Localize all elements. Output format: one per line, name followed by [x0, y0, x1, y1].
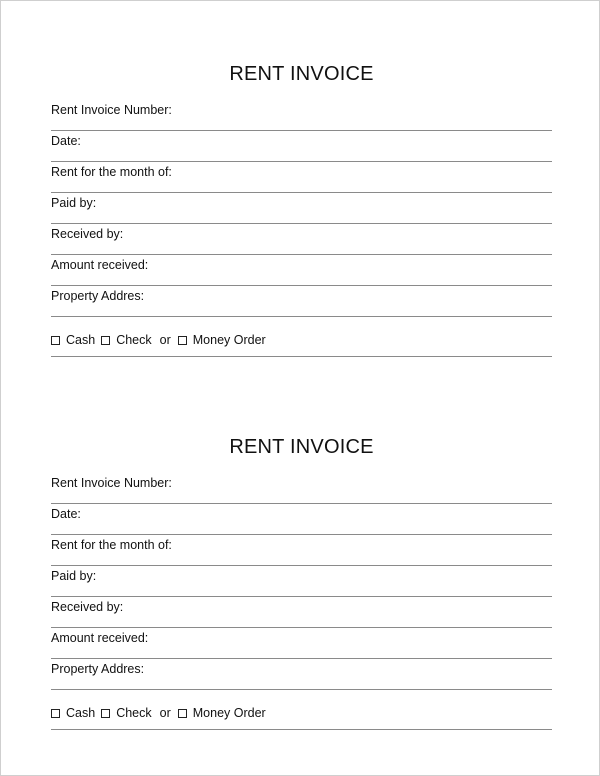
field-label: Received by: — [51, 600, 124, 614]
field-rent-month[interactable] — [51, 535, 552, 566]
payment-method-row — [51, 317, 552, 357]
payment-options — [51, 706, 272, 721]
payment-option-cash[interactable] — [51, 333, 97, 348]
payment-options — [51, 333, 272, 348]
field-label: Date: — [51, 507, 81, 521]
field-label: Rent for the month of: — [51, 165, 172, 179]
payment-option-money-order[interactable] — [178, 333, 268, 348]
field-paid-by[interactable] — [51, 566, 552, 597]
payment-option-cash[interactable] — [51, 706, 97, 721]
option-label: Money Order — [192, 706, 266, 720]
option-label: Cash — [66, 706, 96, 720]
option-label: Check — [116, 333, 152, 347]
field-amount-received[interactable] — [51, 255, 552, 286]
fill-line — [51, 729, 552, 730]
field-property-address[interactable] — [51, 659, 552, 690]
field-received-by[interactable] — [51, 224, 552, 255]
option-label: Cash — [66, 333, 96, 347]
checkbox-icon[interactable] — [51, 709, 60, 718]
field-label: Paid by: — [51, 196, 97, 210]
or-label: or — [159, 333, 171, 347]
field-received-by[interactable] — [51, 597, 552, 628]
field-label: Rent Invoice Number: — [51, 476, 172, 490]
invoice-fields — [51, 100, 552, 357]
field-date[interactable] — [51, 131, 552, 162]
fill-line — [51, 356, 552, 357]
invoice-fields — [51, 473, 552, 730]
field-invoice-number[interactable] — [51, 473, 552, 504]
payment-option-check[interactable] — [101, 706, 153, 721]
payment-option-money-order[interactable] — [178, 706, 268, 721]
field-date[interactable] — [51, 504, 552, 535]
field-label: Rent Invoice Number: — [51, 103, 172, 117]
option-label: Check — [116, 706, 152, 720]
field-label: Amount received: — [51, 258, 149, 272]
field-label: Property Addres: — [51, 289, 145, 303]
field-label: Received by: — [51, 227, 124, 241]
field-amount-received[interactable] — [51, 628, 552, 659]
field-paid-by[interactable] — [51, 193, 552, 224]
invoice-title: RENT INVOICE — [229, 436, 374, 458]
checkbox-icon[interactable] — [178, 336, 187, 345]
option-label: Money Order — [192, 333, 266, 347]
field-label: Property Addres: — [51, 662, 145, 676]
rent-invoice-2 — [51, 435, 552, 730]
field-label: Amount received: — [51, 631, 149, 645]
checkbox-icon[interactable] — [51, 336, 60, 345]
checkbox-icon[interactable] — [178, 709, 187, 718]
field-label: Paid by: — [51, 569, 97, 583]
field-invoice-number[interactable] — [51, 100, 552, 131]
checkbox-icon[interactable] — [101, 709, 110, 718]
invoice-title: RENT INVOICE — [229, 63, 374, 85]
field-property-address[interactable] — [51, 286, 552, 317]
or-label: or — [159, 706, 171, 720]
field-label: Rent for the month of: — [51, 538, 172, 552]
field-label: Date: — [51, 134, 81, 148]
payment-option-check[interactable] — [101, 333, 153, 348]
checkbox-icon[interactable] — [101, 336, 110, 345]
rent-invoice-1 — [51, 62, 552, 357]
field-rent-month[interactable] — [51, 162, 552, 193]
payment-method-row — [51, 690, 552, 730]
